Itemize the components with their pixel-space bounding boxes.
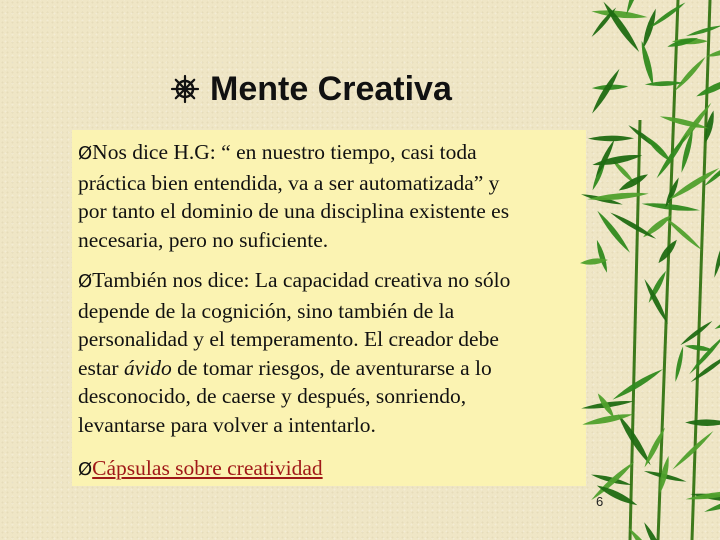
bamboo-leaf [642,521,667,540]
ship-wheel-icon [170,74,200,104]
bamboo-leaf [617,171,650,193]
bullet-1-line-4: necesaria, pero no suficiente. [78,227,329,252]
bamboo-leaf [713,309,720,332]
bullet-2-line-3: personalidad y el temperamento. El creador debe [78,327,499,351]
bamboo-leaf [643,134,673,164]
slide-title [170,66,452,112]
bamboo-stalk [692,0,710,540]
bullet-2-line-4c: de tomar riesgos, de aventurarse a lo [171,355,492,380]
bamboo-leaf [688,334,720,376]
bamboo-leaf [712,237,720,278]
slide-title-text: Mente Creativa [210,69,452,108]
bamboo-leaf [673,346,685,382]
bamboo-leaves-decoration [560,0,720,540]
bamboo-leaf [642,426,667,468]
bamboo-leaf [594,239,609,273]
capsulas-link[interactable]: Cápsulas sobre creatividad [92,456,323,480]
bamboo-leaf [588,135,634,141]
arrow-bullet-icon: Ø [78,271,93,292]
bamboo-leaf [601,0,642,54]
bamboo-leaf [639,40,656,87]
bamboo-leaf [645,80,684,87]
arrow-bullet-icon: Ø [78,143,93,164]
bullet-2-emphasis: ávido [123,355,172,380]
page-number: 6 [596,494,604,509]
bamboo-leaf [685,419,720,426]
bullet-2-line-4a: estar [78,355,124,380]
bamboo-leaf [679,319,714,347]
bullet-2-line-2: depende de la cognición, sino también de la [78,298,455,323]
bamboo-leaf [671,429,715,471]
bamboo-leaf [611,367,664,402]
bullet-1-line-3: por tanto el dominio de una disciplina existente es [78,199,510,223]
bullet-3 [78,454,578,485]
bullet-2 [78,266,578,439]
bamboo-leaf [591,8,648,20]
bullet-2-line-5: desconocido, de caerse y después, sonriendo, [78,384,467,408]
bamboo-leaf [590,67,622,115]
arrow-bullet-icon: Ø [78,459,93,480]
bullet-1-line-1: Nos dice H.G: “ en nuestro tiempo, casi toda [92,140,477,164]
bullet-1 [78,138,578,254]
bullet-1-line-2: práctica bien entendida, va a ser automatizada” y [78,170,500,195]
bamboo-leaf [685,23,720,37]
bullet-2-line-6: levantarse para volver a intentarlo. [78,412,376,437]
bullet-2-line-1: También nos dice: La capacidad creativa no sólo [92,268,511,292]
bamboo-leaf [673,55,707,92]
